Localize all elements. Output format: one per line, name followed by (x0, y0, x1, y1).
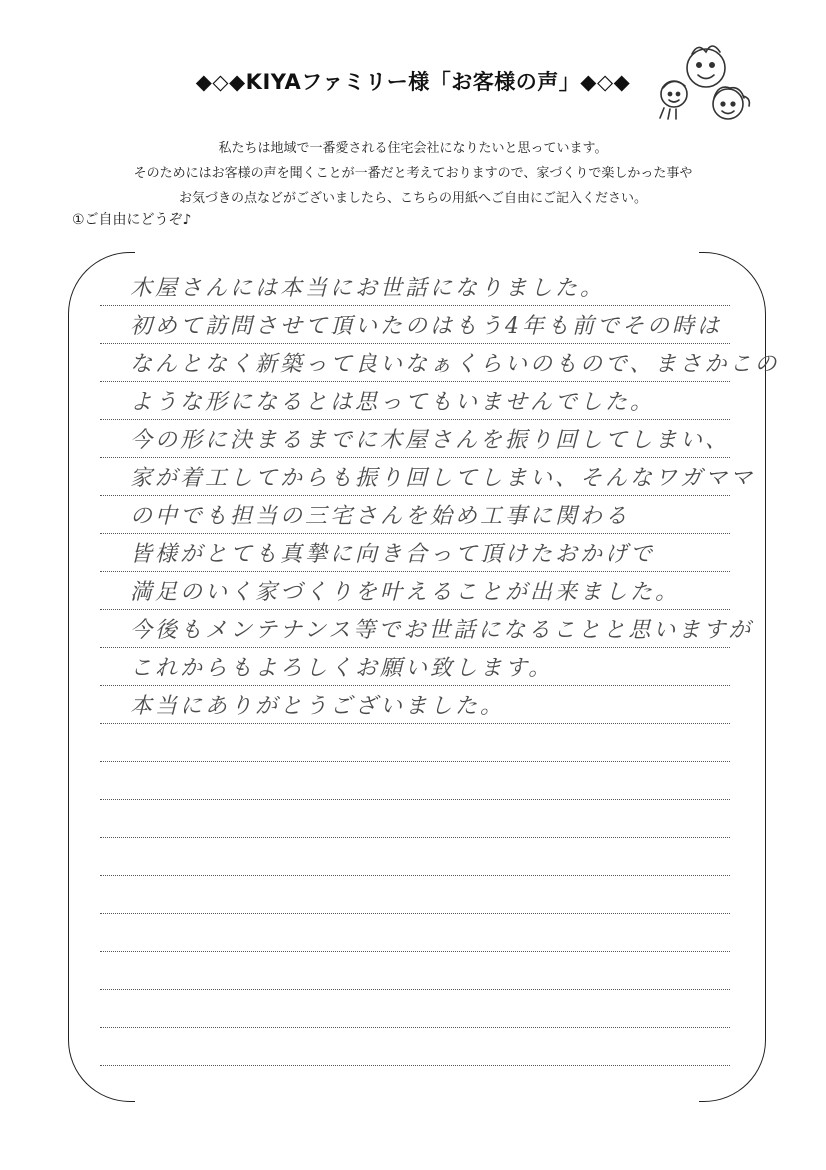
handwritten-text: ような形になるとは思ってもいませんでした。 (130, 390, 656, 415)
intro-text (0, 136, 826, 211)
comment-line (100, 306, 730, 344)
comment-line (100, 610, 754, 648)
comment-line (100, 724, 730, 762)
comment-line (100, 344, 780, 382)
family-faces-logo (644, 38, 760, 134)
intro-line: そのためにはお客様の声を聞くことが一番だと考えておりますので、家づくりで楽しかった事や (133, 166, 693, 181)
comment-line (100, 762, 730, 800)
comment-line (100, 382, 730, 420)
intro-line: お気づきの点などがございましたら、こちらの用紙へご自由にご記入ください。 (178, 191, 647, 206)
comment-line (100, 572, 730, 610)
comment-line (100, 914, 730, 952)
handwritten-text: 今の形に決まるまでに木屋さんを振り回してしまい、 (130, 428, 731, 453)
comment-line (100, 838, 730, 876)
comment-line (100, 952, 730, 990)
page-title: ◆◇◆KIYAファミリー様「お客様の声」◆◇◆ (195, 70, 631, 94)
comment-area (100, 268, 780, 1066)
handwritten-text: これからもよろしくお願い致します。 (130, 656, 554, 681)
handwritten-text: なんとなく新築って良いなぁくらいのもので、まさかこの (130, 352, 780, 377)
handwritten-text: 皆様がとても真摯に向き合って頂けたおかげで (130, 542, 656, 567)
intro-line: 私たちは地域で一番愛される住宅会社になりたいと思っています。 (218, 141, 608, 156)
comment-line (100, 496, 730, 534)
handwritten-text: 家が着工してからも振り回してしまい、そんなワガママ (130, 466, 756, 491)
comment-line (100, 1028, 730, 1066)
comment-line (100, 876, 730, 914)
comment-line (100, 800, 730, 838)
comment-line (100, 990, 730, 1028)
handwritten-text: 今後もメンテナンス等でお世話になることと思いますが (130, 618, 754, 643)
comment-line (100, 268, 730, 306)
comment-line (100, 420, 730, 458)
comment-line (100, 534, 730, 572)
comment-line (100, 686, 730, 724)
handwritten-text: 満足のいく家づくりを叶えることが出来ました。 (130, 580, 681, 605)
handwritten-text: の中でも担当の三宅さんを始め工事に関わる (130, 504, 631, 529)
handwritten-text: 本当にありがとうございました。 (130, 694, 506, 719)
handwritten-text: 初めて訪問させて頂いたのはもう4年も前でその時は (130, 314, 722, 339)
comment-line (100, 648, 730, 686)
free-comment-prompt: ①ご自由にどうぞ♪ (72, 212, 192, 228)
handwritten-text: 木屋さんには本当にお世話になりました。 (130, 276, 606, 301)
comment-line (100, 458, 756, 496)
